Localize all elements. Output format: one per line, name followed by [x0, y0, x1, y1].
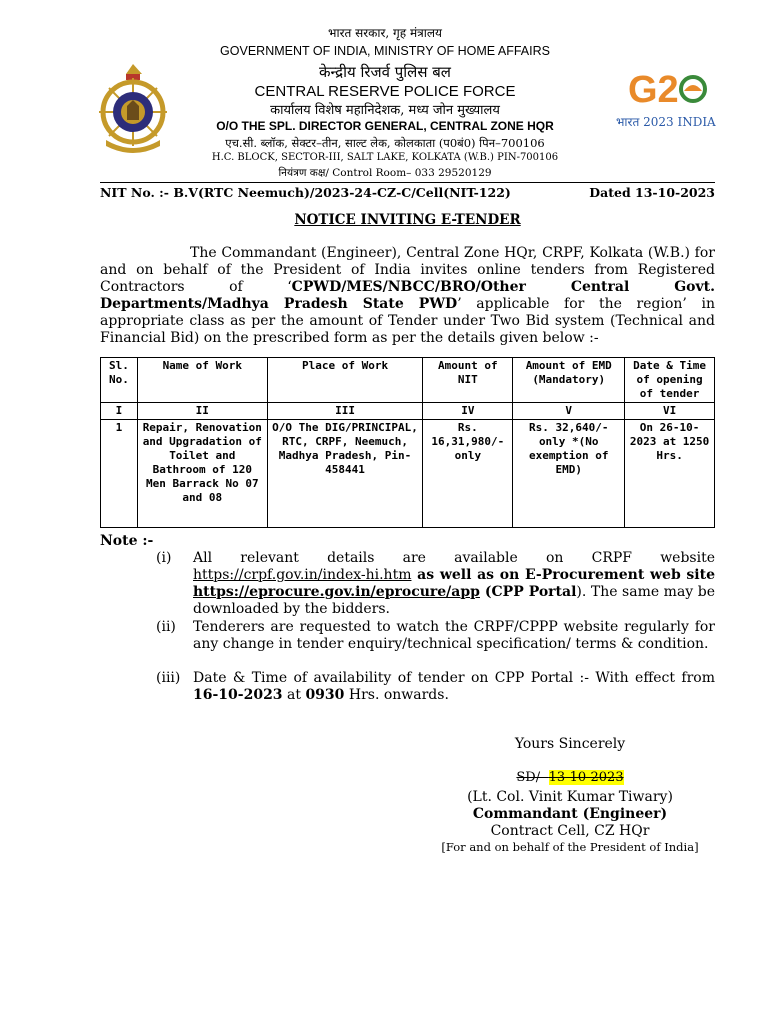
- cell-amount-emd: Rs. 32,640/- only *(No exemption of EMD): [513, 420, 625, 528]
- table-header-row: [101, 358, 715, 403]
- note-item-1: (i) All relevant details are available on CRPF website https://crpf.gov.in/index-hi.htm as well as on E-Procurement web site https://eprocure.gov.in/eprocure/app (CPP Portal). The same may be downloaded by the bidders.: [156, 550, 715, 617]
- crpf-website-link[interactable]: https://crpf.gov.in/index-hi.htm: [193, 567, 412, 583]
- header-english-address: H.C. BLOCK, SECTOR-III, SALT LAKE, KOLKATA (W.B.) PIN-700106: [211, 152, 559, 163]
- signed-date: 13-10-2023: [548, 770, 624, 785]
- intro-bold-departments: CPWD/MES/NBCC/BRO/Other Central Govt. Departments/Madhya Pradesh State PWD: [100, 279, 715, 312]
- header-hindi-govt: भारत सरकार, गृह मंत्रालय: [328, 26, 442, 40]
- header-hindi-address: एच.सी. ब्लॉक, सेक्टर–तीन, साल्ट लेक, कोलकाता (प0बं0) पिन–700106: [225, 136, 545, 150]
- table-numeral-row: [101, 403, 715, 420]
- cell-sl: 1: [101, 420, 138, 528]
- header-name-of-work: Name of Work: [137, 358, 267, 403]
- note-number: (ii): [156, 619, 176, 635]
- closing-text: Yours Sincerely: [514, 736, 626, 752]
- tender-table: [100, 357, 715, 528]
- svg-text:G2: G2: [628, 69, 679, 111]
- nit-number: NIT No. :- B.V(RTC Neemuch)/2023-24-CZ-C/Cell(NIT-122): [100, 185, 511, 200]
- header-english-force: CENTRAL RESERVE POLICE FORCE: [254, 83, 516, 100]
- header-control-room: नियंत्रण कक्ष/ Control Room– 033 29520129: [278, 167, 492, 179]
- numeral-cell: I: [101, 403, 138, 420]
- g20-subtext: भारत 2023 INDIA: [616, 115, 716, 129]
- header-amount-nit: Amount of NIT: [423, 358, 513, 403]
- header-date-time: Date & Time of opening of tender: [625, 358, 715, 403]
- header-hindi-force: केन्द्रीय रिजर्व पुलिस बल: [319, 63, 451, 81]
- table-row: [101, 420, 715, 528]
- eprocure-link[interactable]: https://eprocure.gov.in/eprocure/app: [193, 584, 480, 600]
- intro-paragraph: The Commandant (Engineer), Central Zone HQr, CRPF, Kolkata (W.B.) for and on behalf of the President of India invites online tenders from Registered Contractors of ‘CPWD/MES/NBCC/BRO/Other Central Govt. Departments/Madhya Pradesh State PWD’ applicable for the region’ in appropriate class as per the amount of Tender under Two Bid system (Technical and Financial Bid) on the prescribed form as per the details given below :-: [100, 245, 715, 346]
- header-sl: Sl. No.: [101, 358, 138, 403]
- header-hindi-office: कार्यालय विशेष महानिदेशक, मध्य जोन मुख्यालय: [270, 103, 500, 118]
- numeral-cell: III: [267, 403, 423, 420]
- header-english-govt: GOVERNMENT OF INDIA, MINISTRY OF HOME AFFAIRS: [220, 44, 550, 58]
- note-heading: Note :-: [100, 533, 154, 549]
- header-english-office: O/O THE SPL. DIRECTOR GENERAL, CENTRAL ZONE HQR: [216, 119, 554, 133]
- cell-place-of-work: O/O The DIG/PRINCIPAL, RTC, CRPF, Neemuch, Madhya Pradesh, Pin-458441: [267, 420, 423, 528]
- note-number: (i): [156, 550, 172, 566]
- nit-line: [100, 182, 715, 200]
- numeral-cell: IV: [423, 403, 513, 420]
- cell-date-time: On 26-10-2023 at 1250 Hrs.: [625, 420, 715, 528]
- cell-name-of-work: Repair, Renovation and Upgradation of Toilet and Bathroom of 120 Men Barrack No 07 and 08: [137, 420, 267, 528]
- nit-date: Dated 13-10-2023: [589, 185, 715, 200]
- note-number: (iii): [156, 670, 181, 686]
- header-place-of-work: Place of Work: [267, 358, 423, 403]
- behalf-line: [For and on behalf of the President of India]: [441, 840, 699, 854]
- crpf-emblem-logo: [96, 60, 170, 158]
- note-item-3: (iii) Date & Time of availability of tender on CPP Portal :- With effect from 16-10-2023 at 0930 Hrs. onwards.: [156, 670, 715, 703]
- signed-line: SD/- 13-10-2023: [516, 770, 624, 785]
- note-text: Tenderers are requested to watch the CRPF/CPPP website regularly for any change in tender enquiry/technical specification/ terms & condition.: [193, 619, 715, 652]
- signatory-name: (Lt. Col. Vinit Kumar Tiwary): [467, 789, 673, 805]
- signatory-office: Contract Cell, CZ HQr: [490, 823, 650, 839]
- notice-title: NOTICE INVITING E-TENDER: [294, 212, 521, 228]
- numeral-cell: VI: [625, 403, 715, 420]
- numeral-cell: V: [513, 403, 625, 420]
- header-amount-emd: Amount of EMD (Mandatory): [513, 358, 625, 403]
- numeral-cell: II: [137, 403, 267, 420]
- signatory-designation: Commandant (Engineer): [472, 806, 668, 822]
- g20-logo: [614, 64, 724, 134]
- note-item-2: [156, 619, 715, 671]
- cell-amount-nit: Rs. 16,31,980/- only: [423, 420, 513, 528]
